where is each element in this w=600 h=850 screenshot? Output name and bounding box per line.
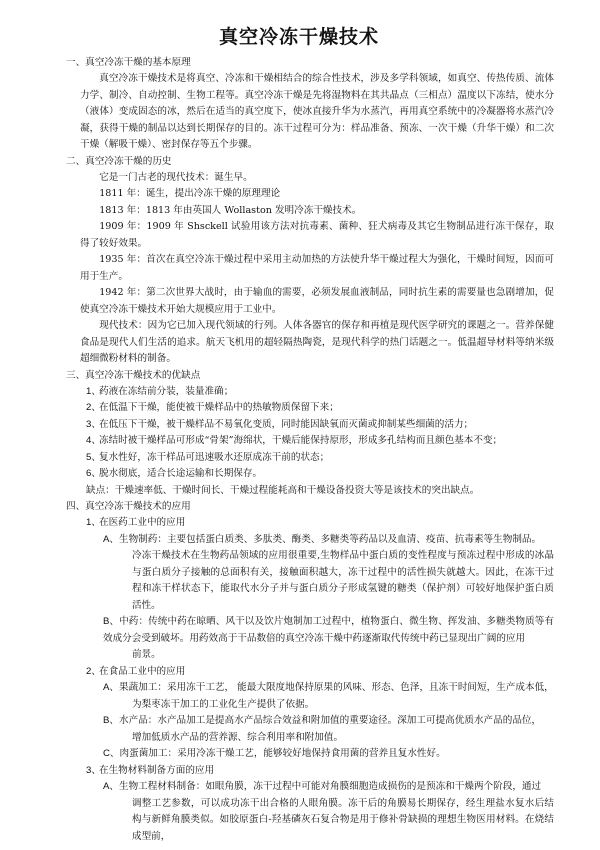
item-number: 3、 [86,418,101,430]
application-item-continued: 调整工艺参数，可以成功冻干出合格的人眼角膜。冻干后的角膜易长期保存，经生理盐水复水后结构与新鲜角膜类似。如胶原蛋白-羟基磷灰石复合物是用于修补骨缺损的理想生物医用材料。在烧结成型前， [132,797,554,842]
item-text: 果蔬加工：采用冻干工艺， 能最大限度地保持原果的风味、形态、色泽，且冻干时间短，生产成本低， [119,682,554,693]
item-text: 水产品：水产品加工是提高水产品综合效益和附加值的重要途径。深加工可提高优质水产品的品位， [119,715,542,726]
history-intro: 它是一门古老的现代技术：诞生早。 [99,171,253,183]
application-item-continued: 前景。 [132,649,161,660]
item-text: 复水性好，冻干样品可迅速吸水还原成冻干前的状态； [99,451,330,463]
history-text: 1909 年 Shsckell 试验用该方法对抗毒素、菌种、狂犬病毒及其它生物制品进行冻干保存，取得了较好效果。 [80,221,554,249]
section-heading-applications: 四、真空冷冻干燥技术的应用 [66,501,191,512]
subsection-number: 3、 [86,764,101,776]
item-label: A、 [103,682,119,693]
history-1909 [80,219,554,252]
subsection-medicine [80,515,554,532]
item-number: 6、 [86,468,101,479]
advantage-item [80,400,554,417]
history-modern: 现代技术：因为它已加入现代领域的行列。人体各器官的保存和再植是现代医学研究的课题之一。营养保健食品是现代人们生活的追求。航天飞机用的超轻隔热陶瓷，是现代科学的热门话题之一。低温超导材料等纳米级超细微粉材料的制备。 [80,320,554,364]
item-text: 生物制药：主要包括蛋白质类、多肽类、酶类、多糖类等药品以及血清、疫苗、抗毒素等生物制品。 [119,533,542,545]
history-text: 诞生，提出冷冻干燥的原理理论 [145,188,281,199]
item-label: A、 [103,533,119,545]
advantage-item [80,450,554,467]
item-text: 在低压下干燥，被干燥样品不易氧化变质，同时能因缺氧而灭菌或抑制某些细菌的活力； [99,418,474,430]
item-label: B、 [103,715,119,726]
item-text: 中药：传统中药在晾晒、风干以及饮片炮制加工过程中，植物蛋白、微生物、挥发油、多糖类物质等有效成分会受到破坏。用药效高于干品数倍的真空冷冻干燥中药逐渐取代传统中药已显现出广阔的应用 [103,616,554,644]
item-number: 4、 [86,435,101,446]
subsection-number: 1、 [86,517,101,528]
history-text: 第二次世界大战时，由于输血的需要，必须发展血液制品，同时抗生素的需要量也急剧增加，促使真空冷冻干燥技术开始大规模应用于工业中。 [80,287,555,315]
section-heading-history: 二、真空冷冻干燥的历史 [66,155,172,167]
subsection-title: 在食品工业中的应用 [99,665,186,677]
advantage-item [80,466,554,483]
application-item-continued: 冷冻干燥技术在生物药品领域的应用很重要,生物样品中蛋白质的变性程度与预冻过程中形成的冰晶与蛋白质分子接触的总面积有关，接触面积越大，冻干过程中的活性损失就越大。因此，在冻干过程和冻干样状态下，能取代水分子并与蛋白质分子形成氢键的糖类（保护剂）可较好地保护蛋白质活性。 [132,550,554,611]
year-label: 1813 年： [99,204,146,216]
application-item [80,779,554,796]
section-heading-pros-cons: 三、真空冷冻干燥技术的优缺点 [66,369,201,381]
item-number: 1、 [86,385,101,397]
application-item [80,746,554,763]
item-label: B、 [103,616,120,627]
application-item-continued: 增加低质水产品的营养源、综合利用率和附加值。 [132,731,344,743]
item-text: 生物工程材料制备：如眼角膜，冻干过程中可能对角膜细胞造成损伤的是预冻和干燥两个阶段，通过 [119,781,542,792]
year-label: 1935 年： [99,254,147,265]
application-item [80,614,554,647]
year-label: 1942 年： [99,287,147,298]
subsection-title: 在生物材料制备方面的应用 [99,764,215,776]
year-label: 1811 年： [99,188,146,199]
subsection-biomaterials [80,763,554,780]
item-text: 肉蛋菌加工：采用冷冻干燥工艺，能够较好地保持食用菌的营养且复水性好。 [119,748,446,759]
drawback-text: 缺点：干燥速率低、干燥时间长、干燥过程能耗高和干燥设备投资大等是该技术的突出缺点。 [86,484,480,496]
advantage-item [80,384,554,401]
history-1935 [80,252,554,285]
application-item-continued: 为梨枣冻干加工的工业化生产提供了依据。 [132,698,315,710]
subsection-food [80,664,554,681]
principle-paragraph: 真空冷冻干燥技术是将真空、冷冻和干燥相结合的综合性技术，涉及多学科领域，如真空、传热传质、流体力学、制冷、自动控制、生物工程等。真空冷冻干燥是先将湿物料在其共晶点（三相点）温度以下冻结，使水分（液体）变成固态的冰，然后在适当的真空度下，使冰直接升华为水蒸汽，再用真空系统中的冷凝器将水蒸汽冷凝，获得干燥的制品以达到长期保存的目的。冻干过程可分为：样品准备、预冻、一次干燥（升华干燥）和二次干燥（解吸干燥）、密封保存等五个步骤。 [80,73,554,150]
item-text: 在低温下干燥，能使被干燥样品中的热敏物质保留下来； [99,402,339,413]
history-1942 [80,285,554,318]
application-item [80,680,554,697]
document-title: 真空冷冻干燥技术 [218,26,379,48]
subsection-title: 在医药工业中的应用 [99,517,186,528]
advantage-item [80,417,554,434]
application-item [80,532,554,549]
item-label: A、 [103,781,119,792]
history-text: 首次在真空冷冻干燥过程中采用主动加热的方法使升华干燥过程大为强化，干燥时间短，因而可用于生产。 [80,254,555,282]
item-number: 5、 [86,451,101,463]
history-1811 [80,186,554,203]
subsection-number: 2、 [86,665,101,677]
history-text: 1813 年由英国人 Wollaston 发明冷冻干燥技术。 [145,204,362,216]
section-heading-principle: 一、真空冷冻干燥的基本原理 [66,57,191,68]
application-item [80,713,554,730]
item-text: 药液在冻结前分装，装量准确； [99,385,234,397]
item-text: 冻结时被干燥样品可形成“骨架”海绵状，干燥后能保持原形，形成多孔结构而且颜色基本不变； [99,435,503,446]
advantage-item [80,433,554,450]
history-1813 [80,203,554,220]
item-label: C、 [103,748,120,759]
item-text: 脱水彻底，适合长途运输和长期保存。 [99,468,263,479]
item-number: 2、 [86,402,101,413]
year-label: 1909 年： [99,221,147,232]
